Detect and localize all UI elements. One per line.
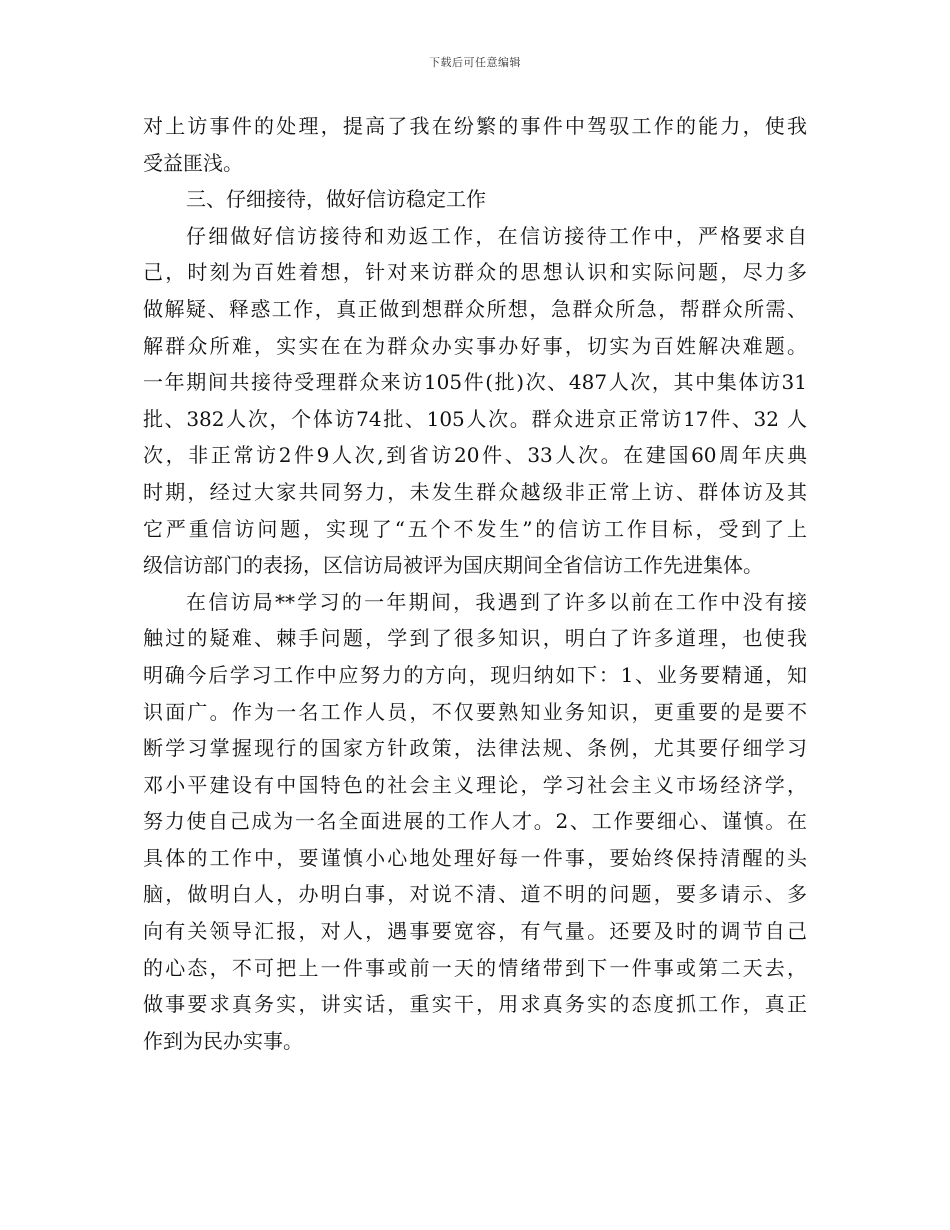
text-line: 做事要求真务实，讲实话，重实干，用求真务实的态度抓工作，真正: [143, 992, 807, 1017]
text-line: 触过的疑难、棘手问题，学到了很多知识，明白了许多道理，也使我: [143, 626, 807, 651]
text-line: 的心态，不可把上一件事或前一天的情绪带到下一件事或第二天去，: [143, 955, 807, 980]
text-line: 次，非正常访2件9人次,到省访20件、33人次。在建国60周年庆典: [143, 443, 807, 468]
text-line: 批、382人次，个体访74批、105人次。群众进京正常访17件、32 人: [143, 406, 807, 431]
text-line: 具体的工作中，要谨慎小心地处理好每一件事，要始终保持清醒的头: [143, 845, 807, 870]
document-body: [143, 108, 807, 1059]
text-line: 作到为民办实事。: [143, 1028, 303, 1053]
text-line: 识面广。作为一名工作人员，不仅要熟知业务知识，更重要的是要不: [143, 699, 807, 724]
text-line: 受益匪浅。: [143, 150, 243, 175]
text-line: 己，时刻为百姓着想，针对来访群众的思想认识和实际问题，尽力多: [143, 260, 807, 285]
text-line: 向有关领导汇报，对人，遇事要宽容，有气量。还要及时的调节自己: [143, 919, 807, 944]
text-line: 级信访部门的表扬，区信访局被评为国庆期间全省信访工作先进集体。: [143, 553, 763, 578]
text-line: 对上访事件的处理，提高了我在纷繁的事件中驾驭工作的能力，使我: [143, 114, 807, 138]
text-line: 仔细做好信访接待和劝返工作，在信访接待工作中，严格要求自: [186, 223, 807, 248]
text-line: 在信访局**学习的一年期间，我遇到了许多以前在工作中没有接: [186, 589, 807, 614]
text-line: 断学习掌握现行的国家方针政策，法律法规、条例，尤其要仔细学习: [143, 736, 807, 761]
text-line: 一年期间共接待受理群众来访105件(批)次、487人次，其中集体访31: [143, 370, 807, 395]
section-heading: 三、仔细接待，做好信访稳定工作: [186, 187, 486, 212]
text-line: 邓小平建设有中国特色的社会主义理论，学习社会主义市场经济学，: [143, 772, 807, 797]
page-header: 下载后可任意编辑: [429, 56, 521, 69]
text-line: 做解疑、释惑工作，真正做到想群众所想，急群众所急，帮群众所需、: [143, 296, 807, 321]
text-line: 解群众所难，实实在在为群众办实事办好事，切实为百姓解决难题。: [143, 333, 807, 358]
text-line: 明确今后学习工作中应努力的方向，现归纳如下：1、业务要精通，知: [143, 662, 807, 687]
text-line: 努力使自己成为一名全面进展的工作人才。2、工作要细心、谨慎。在: [143, 809, 807, 834]
text-line: 它严重信访问题，实现了“五个不发生”的信访工作目标，受到了上: [143, 516, 807, 541]
text-line: 时期，经过大家共同努力，未发生群众越级非正常上访、群体访及其: [143, 479, 807, 504]
text-line: 脑，做明白人，办明白事，对说不清、道不明的问题，要多请示、多: [143, 882, 807, 907]
